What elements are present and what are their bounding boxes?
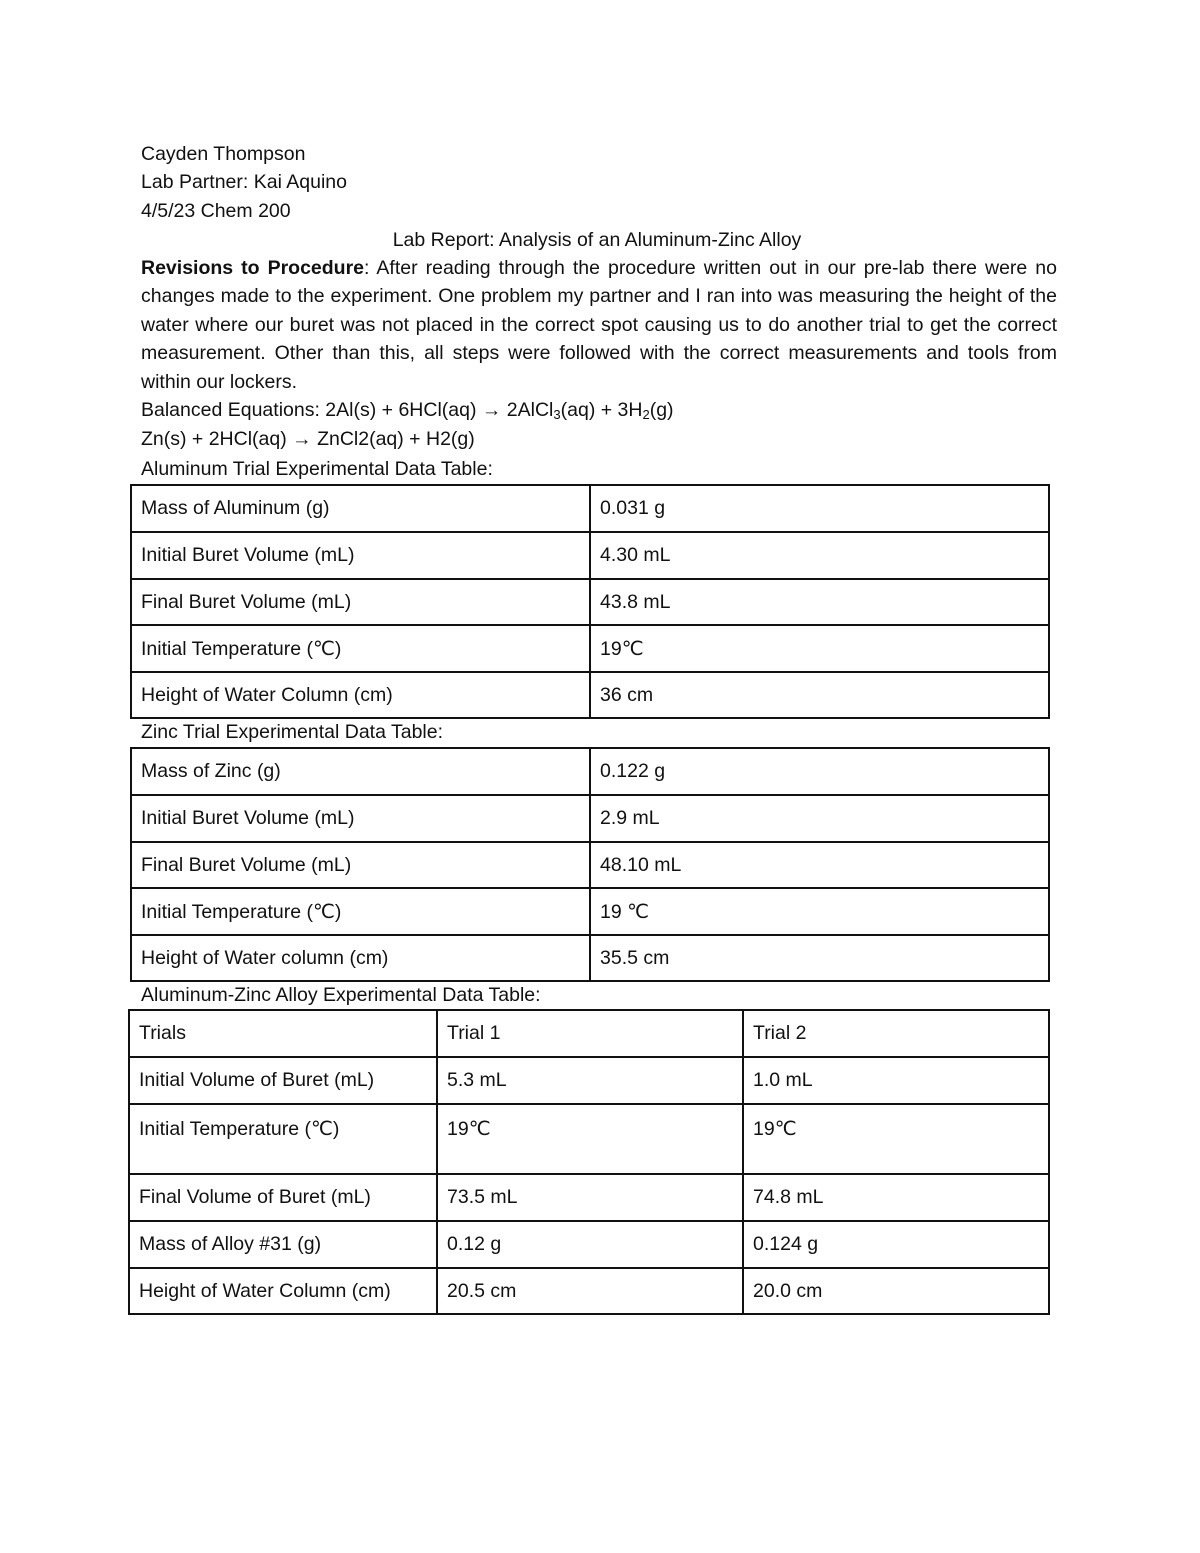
row-label-cell: Initial Temperature (℃) xyxy=(131,888,590,935)
value-cell: 48.10 mL xyxy=(590,842,1049,888)
row-label-cell: Mass of Aluminum (g) xyxy=(131,485,590,532)
value-cell: 19℃ xyxy=(743,1104,1049,1174)
value-cell: 4.30 mL xyxy=(590,532,1049,579)
value-cell: 20.5 cm xyxy=(437,1268,743,1314)
value-cell: 5.3 mL xyxy=(437,1057,743,1104)
alloy-table-row xyxy=(129,1174,1049,1221)
zinc-data-table xyxy=(130,747,1050,982)
row-label-cell: Mass of Alloy #31 (g) xyxy=(129,1221,437,1268)
row-label-cell: Height of Water Column (cm) xyxy=(129,1268,437,1314)
row-label-cell: Initial Volume of Buret (mL) xyxy=(129,1057,437,1104)
row-label-cell: Final Buret Volume (mL) xyxy=(131,579,590,625)
aluminum-table-row xyxy=(131,625,1049,672)
row-label-cell: Initial Buret Volume (mL) xyxy=(131,795,590,842)
row-label-cell: Trials xyxy=(129,1010,437,1057)
aluminum-data-table xyxy=(130,484,1050,719)
value-cell: 73.5 mL xyxy=(437,1174,743,1221)
aluminum-table-row xyxy=(131,532,1049,579)
row-label-cell: Initial Buret Volume (mL) xyxy=(131,532,590,579)
value-cell: 20.0 cm xyxy=(743,1268,1049,1314)
report-title-row xyxy=(0,226,1200,254)
value-cell: 1.0 mL xyxy=(743,1057,1049,1104)
alloy-table-row xyxy=(129,1010,1049,1057)
zinc-table-row xyxy=(131,935,1049,981)
revisions-paragraph xyxy=(141,254,1057,396)
aluminum-table-row xyxy=(131,485,1049,532)
value-cell: 2.9 mL xyxy=(590,795,1049,842)
row-label-cell: Initial Temperature (℃) xyxy=(131,625,590,672)
value-cell: 36 cm xyxy=(590,672,1049,718)
zinc-table-caption: Zinc Trial Experimental Data Table: xyxy=(141,721,444,743)
alloy-data-table xyxy=(128,1009,1050,1315)
value-cell: 0.031 g xyxy=(590,485,1049,532)
value-cell: 74.8 mL xyxy=(743,1174,1049,1221)
value-cell: 19 ℃ xyxy=(590,888,1049,935)
zinc-table-row xyxy=(131,888,1049,935)
lab-partner: Lab Partner: Kai Aquino xyxy=(141,171,347,193)
value-cell: 43.8 mL xyxy=(590,579,1049,625)
value-cell: Trial 1 xyxy=(437,1010,743,1057)
aluminum-table-row xyxy=(131,579,1049,625)
value-cell: 19℃ xyxy=(437,1104,743,1174)
zinc-table-row xyxy=(131,748,1049,795)
alloy-table-row xyxy=(129,1057,1049,1104)
report-title: Lab Report: Analysis of an Aluminum-Zinc Alloy xyxy=(392,229,802,251)
alloy-table-row xyxy=(129,1268,1049,1314)
balanced-equation-2: Zn(s) + 2HCl(aq) → ZnCl2(aq) + H2(g) xyxy=(141,428,475,450)
aluminum-table-caption: Aluminum Trial Experimental Data Table: xyxy=(141,458,493,480)
row-label-cell: Final Buret Volume (mL) xyxy=(131,842,590,888)
row-label-cell: Height of Water column (cm) xyxy=(131,935,590,981)
zinc-table-row xyxy=(131,842,1049,888)
alloy-table-row xyxy=(129,1104,1049,1174)
row-label-cell: Final Volume of Buret (mL) xyxy=(129,1174,437,1221)
value-cell: 0.124 g xyxy=(743,1221,1049,1268)
alloy-table-row xyxy=(129,1221,1049,1268)
zinc-table-row xyxy=(131,795,1049,842)
aluminum-table-row xyxy=(131,672,1049,718)
row-label-cell: Height of Water Column (cm) xyxy=(131,672,590,718)
date-course: 4/5/23 Chem 200 xyxy=(141,200,291,222)
revisions-body: : After reading through the procedure written out in our pre-lab there were no changes made to the experiment. One problem my partner and I ran into was measuring the height of the water where our buret was not placed in the correct spot causing us to do another trial to get the correct measurement. Other than this, all steps were followed with the correct measurements and tools from within our lockers. xyxy=(141,257,1057,393)
value-cell: Trial 2 xyxy=(743,1010,1049,1057)
row-label-cell: Mass of Zinc (g) xyxy=(131,748,590,795)
author-name: Cayden Thompson xyxy=(141,143,306,165)
value-cell: 35.5 cm xyxy=(590,935,1049,981)
row-label-cell: Initial Temperature (℃) xyxy=(129,1104,437,1174)
value-cell: 19℃ xyxy=(590,625,1049,672)
value-cell: 0.12 g xyxy=(437,1221,743,1268)
balanced-equation-1: Balanced Equations: 2Al(s) + 6HCl(aq) → 2AlCl$_3$(aq) + $3H_2(g)$ xyxy=(141,399,674,422)
revisions-heading: Revisions to Procedure xyxy=(141,257,365,279)
value-cell: 0.122 g xyxy=(590,748,1049,795)
alloy-table-caption: Aluminum-Zinc Alloy Experimental Data Table: xyxy=(141,984,541,1006)
